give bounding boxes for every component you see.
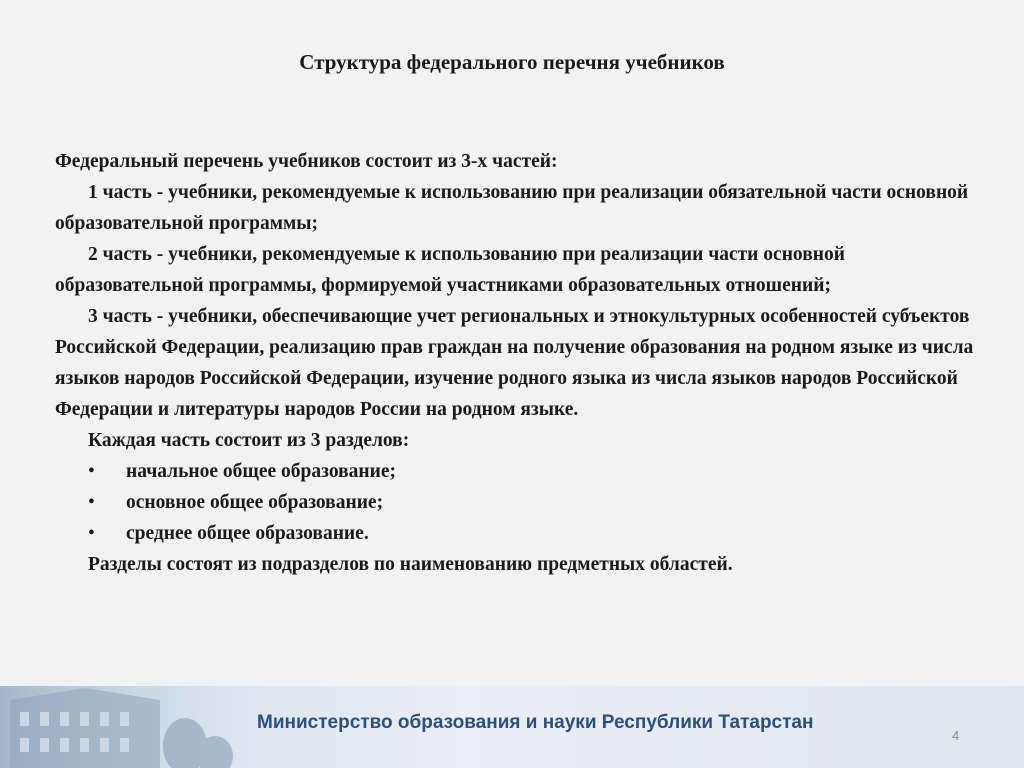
slide-title: Структура федерального перечня учебников (299, 50, 725, 74)
bullet-icon: • (88, 461, 95, 482)
list-item-text: начальное общее образование; (126, 461, 397, 482)
part-1-paragraph: 1 часть - учебники, рекомендуемые к использованию при реализации обязательной части основной образовательной программы; (55, 182, 969, 234)
building-image (0, 686, 260, 768)
organization-name: Министерство образования и науки Республики Татарстан (257, 712, 814, 733)
closing-paragraph: Разделы состоят из подразделов по наименованию предметных областей. (88, 554, 733, 575)
bullet-icon: • (88, 492, 95, 513)
part-2-paragraph: 2 часть - учебники, рекомендуемые к использованию при реализации части основной образовательной программы, формируемой участниками образовательных отношений; (55, 244, 845, 296)
list-item (55, 456, 985, 487)
list-item-text: основное общее образование; (126, 492, 384, 513)
page-number: 4 (952, 728, 960, 743)
slide-body (55, 146, 985, 580)
bullet-icon: • (88, 523, 95, 544)
sections-intro: Каждая часть состоит из 3 разделов: (88, 430, 410, 451)
intro-paragraph: Федеральный перечень учебников состоит из 3-х частей: (55, 151, 558, 172)
list-item-text: среднее общее образование. (126, 523, 369, 544)
list-item (55, 518, 985, 549)
list-item (55, 487, 985, 518)
footer-banner (0, 686, 1024, 768)
section-list (55, 456, 985, 549)
part-3-paragraph: 3 часть - учебники, обеспечивающие учет региональных и этнокультурных особенностей субъектов Российской Федерации, реализацию прав граждан на получение образования на родном языке из числа языков народов Российской Федерации, изучение родного языка из числа языков народов Российской Федерации и литературы народов России на родном языке. (55, 306, 974, 420)
